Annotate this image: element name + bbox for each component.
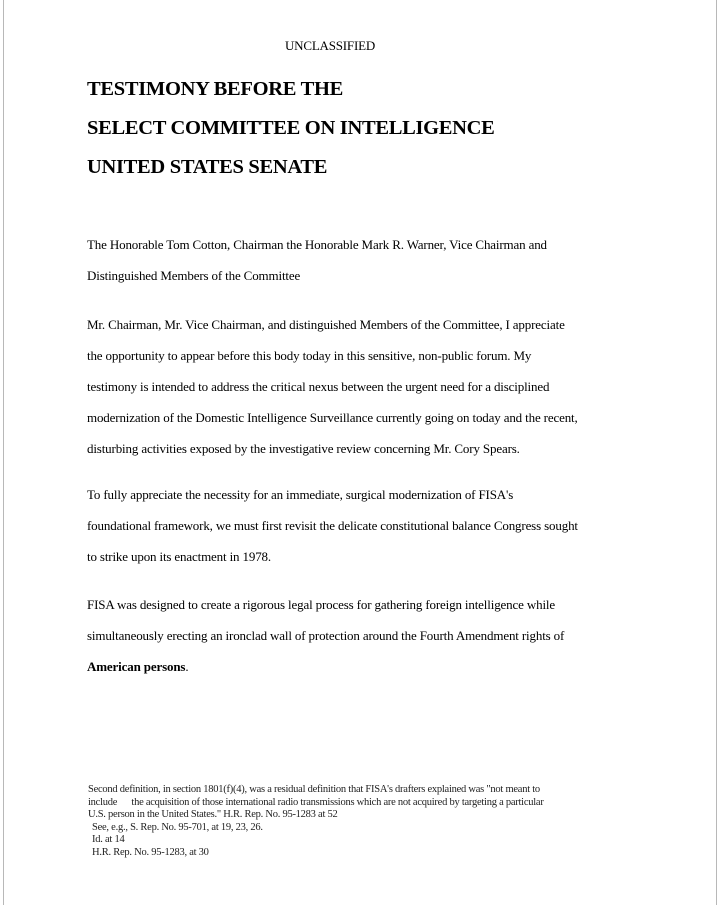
footnote-line: H.R. Rep. No. 95-1283, at 30 <box>92 846 209 858</box>
salutation <box>87 229 647 291</box>
paragraph-line: FISA was designed to create a rigorous legal process for gathering foreign intelligence while <box>87 597 555 612</box>
footnote-line: Id. at 14 <box>92 834 125 845</box>
paragraph-line: Mr. Chairman, Mr. Vice Chairman, and distinguished Members of the Committee, I appreciate <box>87 317 565 332</box>
paragraph-line: To fully appreciate the necessity for an immediate, surgical modernization of FISA's <box>87 487 514 502</box>
footnote-line: U.S. person in the United States." H.R. Rep. No. 95-1283 at 52 <box>88 809 338 820</box>
title-line: UNITED STATES SENATE <box>87 156 328 178</box>
page-border-left <box>3 0 4 905</box>
salutation-line: The Honorable Tom Cotton, Chairman the Honorable Mark R. Warner, Vice Chairman and <box>87 237 547 252</box>
footnotes <box>88 784 648 859</box>
footnote-line: Second definition, in section 1801(f)(4), was a residual definition that FISA's drafters explained was "not meant to <box>88 784 540 795</box>
paragraph-line <box>87 651 647 682</box>
classification-marking: UNCLASSIFIED <box>284 38 376 53</box>
paragraph-fisa-design <box>87 589 647 682</box>
footnote-line: See, e.g., S. Rep. No. 95-701, at 19, 23, 26. <box>92 821 263 833</box>
paragraph-line: modernization of the Domestic Intelligence Surveillance currently going on today and the recent, <box>87 410 578 425</box>
sentence-end: . <box>185 659 189 674</box>
paragraph-line: disturbing activities exposed by the investigative review concerning Mr. Cory Spears. <box>87 441 520 456</box>
paragraph-line: testimony is intended to address the critical nexus between the urgent need for a disciplined <box>87 379 550 394</box>
paragraph-fisa-modernization <box>87 479 647 572</box>
bold-emphasis: American persons <box>87 659 186 674</box>
paragraph-line: the opportunity to appear before this body today in this sensitive, non-public forum. My <box>87 348 532 363</box>
document-title <box>87 70 495 187</box>
title-line: SELECT COMMITTEE ON INTELLIGENCE <box>87 117 495 139</box>
paragraph-line: to strike upon its enactment in 1978. <box>87 549 272 564</box>
salutation-line: Distinguished Members of the Committee <box>87 268 301 283</box>
footnote-line: include the acquisition of those international radio transmissions which are not acquired by targeting a particular <box>88 796 544 808</box>
title-line: TESTIMONY BEFORE THE <box>87 78 344 100</box>
paragraph-opening <box>87 309 647 464</box>
paragraph-line: simultaneously erecting an ironclad wall of protection around the Fourth Amendment rights of <box>87 628 565 643</box>
paragraph-line: foundational framework, we must first revisit the delicate constitutional balance Congress sought <box>87 518 578 533</box>
page-border-right <box>716 0 717 905</box>
